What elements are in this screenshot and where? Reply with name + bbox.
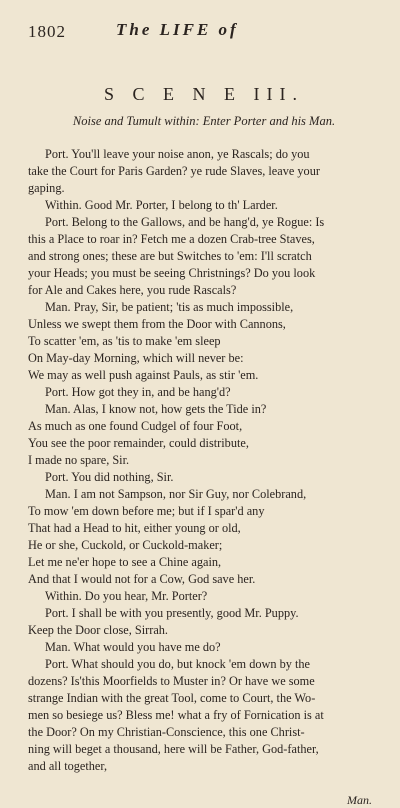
text-line: Port. I shall be with you presently, good Mr. Puppy.	[45, 606, 299, 620]
text-line: On May-day Morning, which will never be:	[28, 351, 244, 365]
text-line: You see the poor remainder, could distribute,	[28, 436, 249, 450]
text-line: dozens? Is'this Moorfields to Muster in? Or have we some	[28, 674, 315, 688]
text-line: Within. Good Mr. Porter, I belong to th' Larder.	[45, 198, 278, 212]
text-line: strange Indian with the great Tool, come to Court, the Wo-	[28, 691, 316, 705]
running-head	[28, 18, 380, 42]
text-line: Port. How got they in, and be hang'd?	[45, 385, 231, 399]
text-line: ning will beget a thousand, here will be Father, God-father,	[28, 742, 319, 756]
text-line: your Heads; you must be seeing Christnings? Do you look	[28, 266, 316, 280]
text-line: Port. You'll leave your noise anon, ye Rascals; do you	[45, 147, 310, 161]
text-line: this a Place to roar in? Fetch me a dozen Crab-tree Staves,	[28, 232, 315, 246]
text-line: the Door? On my Christian-Conscience, this one Christ-	[28, 725, 305, 739]
text-line: Port. Belong to the Gallows, and be hang'd, ye Rogue: Is	[45, 215, 325, 229]
text-line: He or she, Cuckold, or Cuckold-maker;	[28, 538, 223, 552]
text-line: Within. Do you hear, Mr. Porter?	[45, 589, 208, 603]
text-line: Man. Pray, Sir, be patient; 'tis as much impossible,	[45, 300, 294, 314]
dialogue-text	[28, 146, 380, 775]
text-line: Unless we swept them from the Door with Cannons,	[28, 317, 286, 331]
text-line: To scatter 'em, as 'tis to make 'em sleep	[28, 334, 221, 348]
text-line: men so besiege us? Bless me! what a fry of Fornication is at	[28, 708, 324, 722]
text-line: take the Court for Paris Garden? ye rude Slaves, leave your	[28, 164, 320, 178]
text-line: Port. What should you do, but knock 'em down by the	[45, 657, 310, 671]
scene-heading: S C E N E III.	[104, 84, 304, 104]
text-line: and strong ones; these are but Switches to 'em: I'll scratch	[28, 249, 312, 263]
text-line: for Ale and Cakes here, you rude Rascals?	[28, 283, 237, 297]
text-line: Port. You did nothing, Sir.	[45, 470, 174, 484]
stage-direction: Noise and Tumult within: Enter Porter and his Man.	[72, 114, 336, 128]
page-number: 1802	[28, 22, 66, 41]
text-line: Man. I am not Sampson, nor Sir Guy, nor Colebrand,	[45, 487, 307, 501]
text-line: To mow 'em down before me; but if I spar'd any	[28, 504, 265, 518]
text-line: Man. What would you have me do?	[45, 640, 221, 654]
text-line: I made no spare, Sir.	[28, 453, 130, 467]
text-line: We may as well push against Pauls, as stir 'em.	[28, 368, 259, 382]
text-line: gaping.	[28, 181, 65, 195]
text-line: And that I would not for a Cow, God save her.	[28, 572, 256, 586]
text-line: As much as one found Cudgel of four Foot,	[28, 419, 243, 433]
text-line: Man. Alas, I know not, how gets the Tide in?	[45, 402, 267, 416]
text-line: Let me ne'er hope to see a Chine again,	[28, 555, 222, 569]
text-line: and all together,	[28, 759, 108, 773]
running-title: The LIFE of	[116, 20, 239, 39]
text-line: Keep the Door close, Sirrah.	[28, 623, 169, 637]
catchword: Man.	[347, 793, 372, 807]
text-line: That had a Head to hit, either young or old,	[28, 521, 241, 535]
